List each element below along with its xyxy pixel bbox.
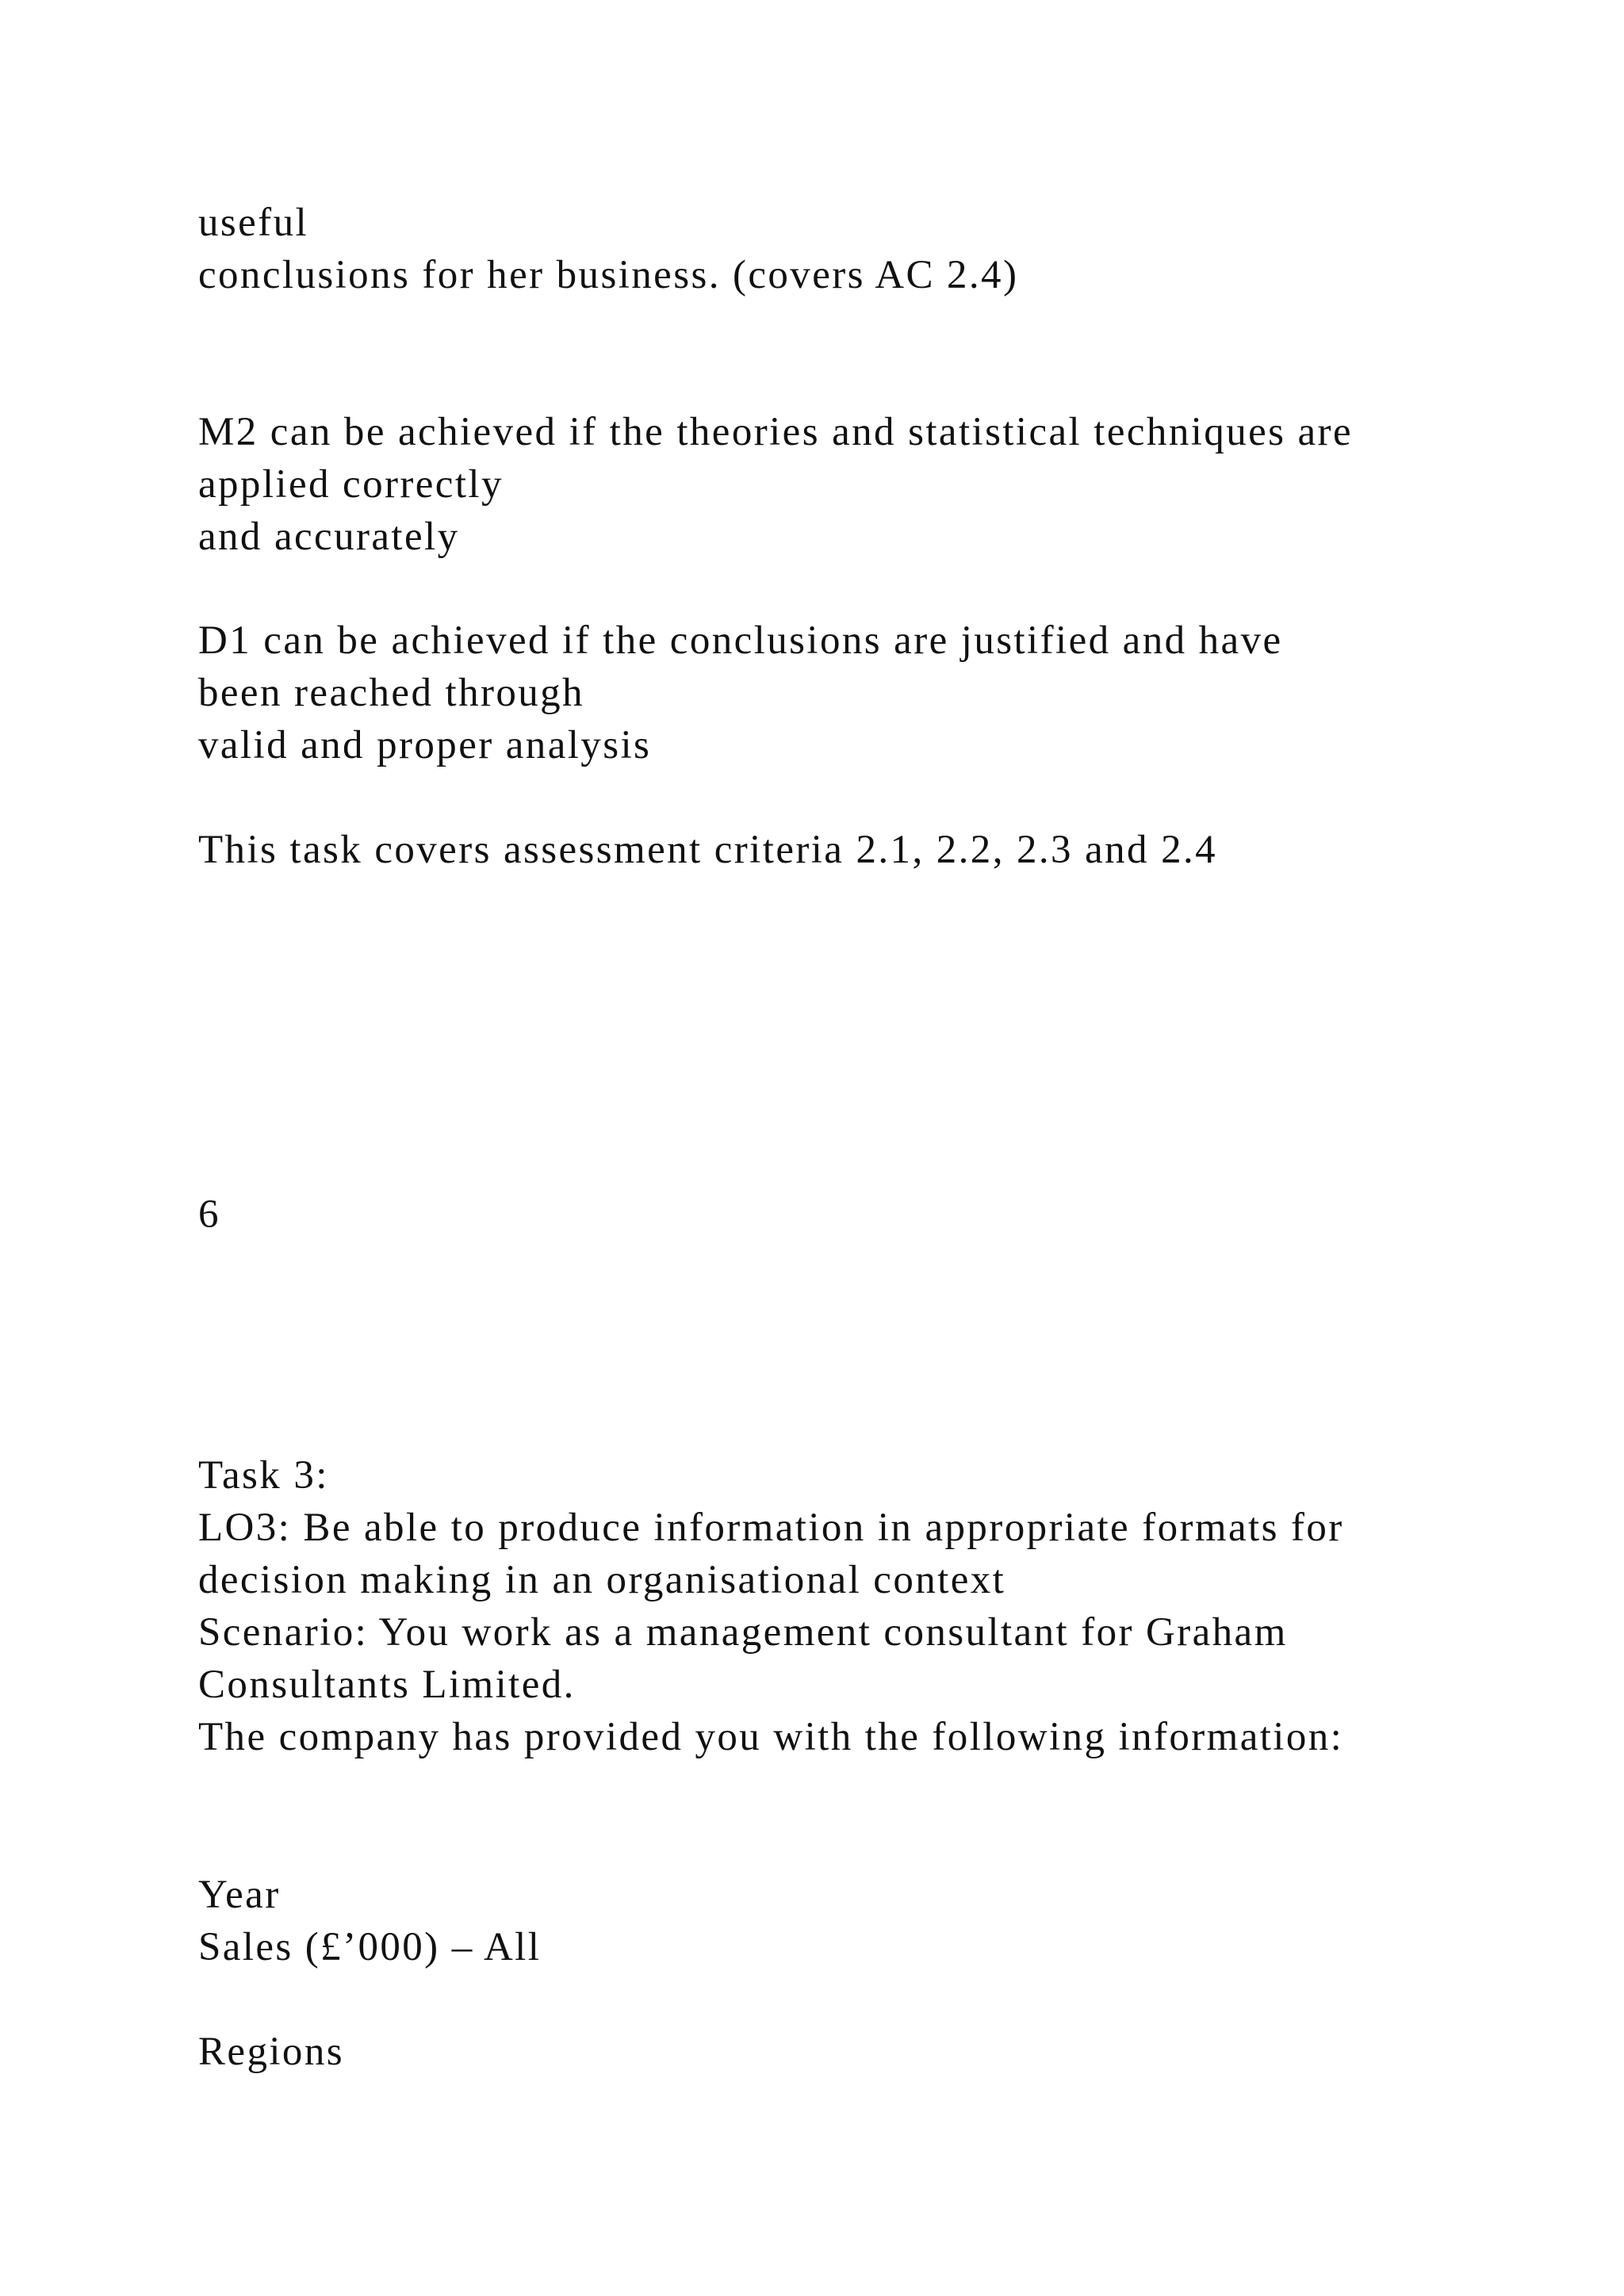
m2-criterion-line-3: and accurately — [198, 515, 460, 559]
task3-scenario-line-1: Scenario: You work as a management consultant for Graham — [198, 1610, 1288, 1655]
m2-criterion-line-1: M2 can be achieved if the theories and statistical techniques are — [198, 410, 1353, 454]
table-header-sales: Sales (£’000) – All — [198, 1925, 542, 1969]
task3-lo3-line-1: LO3: Be able to produce information in appropriate formats for — [198, 1506, 1344, 1550]
page-number: 6 — [198, 1192, 220, 1237]
d1-criterion-line-1: D1 can be achieved if the conclusions are justified and have — [198, 618, 1283, 663]
d1-criterion-line-2: been reached through — [198, 671, 584, 715]
assessment-coverage-line: This task covers assessment criteria 2.1, 2.2, 2.3 and 2.4 — [198, 828, 1218, 872]
text-line-useful: useful — [198, 201, 309, 245]
task3-lo3-line-2: decision making in an organisational context — [198, 1558, 1006, 1602]
table-header-regions: Regions — [198, 2030, 344, 2074]
d1-criterion-line-3: valid and proper analysis — [198, 723, 652, 767]
table-header-year: Year — [198, 1873, 281, 1917]
task3-info-line: The company has provided you with the following information: — [198, 1715, 1344, 1759]
task3-scenario-line-2: Consultants Limited. — [198, 1663, 576, 1707]
m2-criterion-line-2: applied correctly — [198, 462, 504, 507]
text-line-conclusions: conclusions for her business. (covers AC 2.4) — [198, 253, 1019, 297]
task3-heading: Task 3: — [198, 1453, 329, 1498]
